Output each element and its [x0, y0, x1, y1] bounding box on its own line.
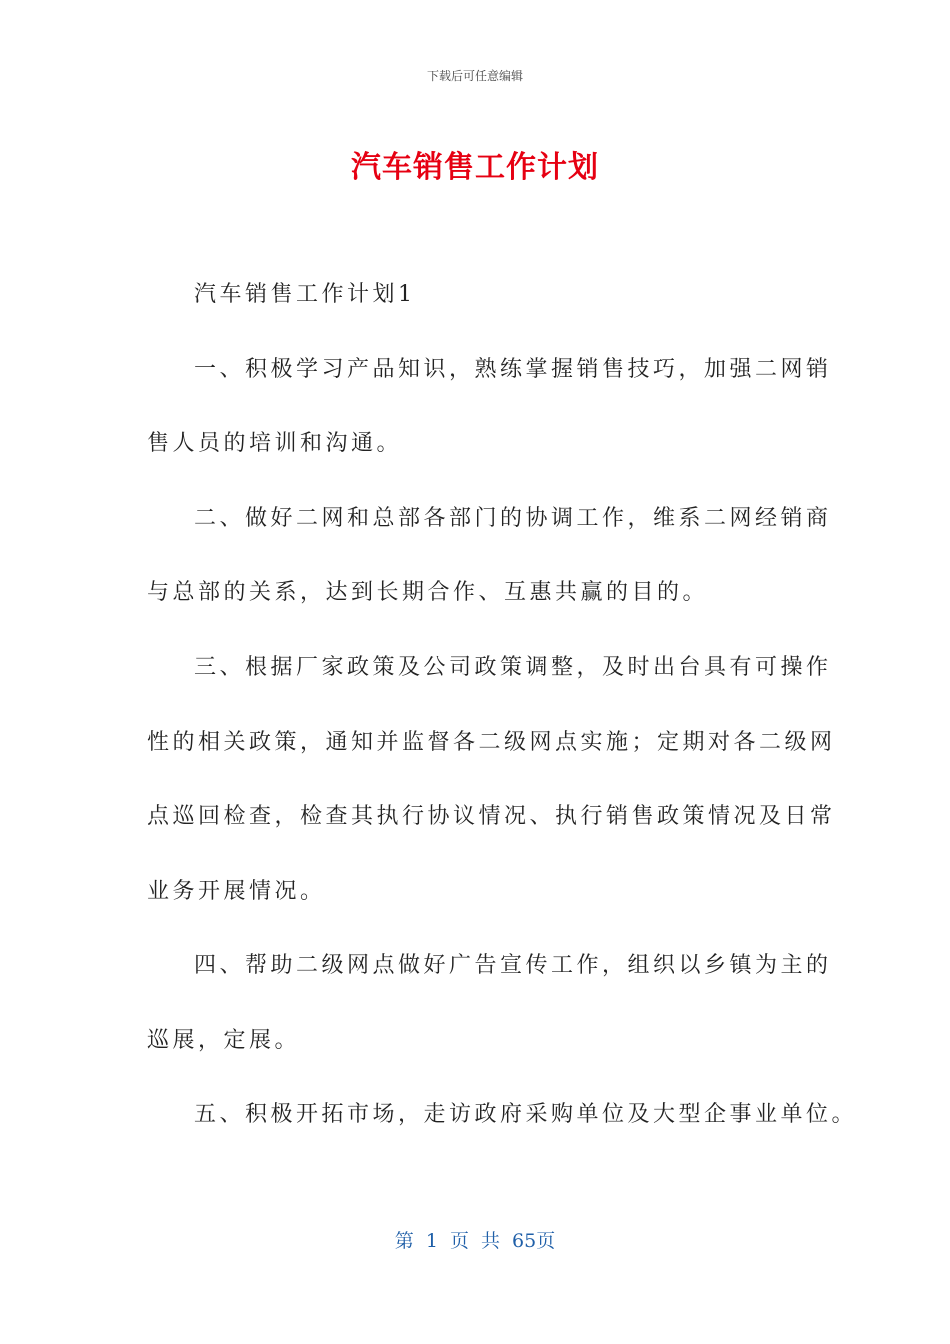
paragraph-line: 售人员的培训和沟通。 — [147, 431, 403, 456]
paragraph-line: 巡展，定展。 — [147, 1028, 301, 1053]
paragraph-line: 一、积极学习产品知识，熟练掌握销售技巧，加强二网销 — [194, 357, 832, 382]
paragraph-line: 四、帮助二级网点做好广告宣传工作，组织以乡镇为主的 — [194, 953, 832, 978]
page-number: 第 1 页 共 65页 — [394, 1230, 556, 1252]
paragraph-line: 点巡回检查，检查其执行协议情况、执行销售政策情况及日常 — [147, 804, 836, 829]
paragraph-line: 二、做好二网和总部各部门的协调工作，维系二网经销商 — [194, 506, 832, 531]
paragraph-line: 五、积极开拓市场，走访政府采购单位及大型企事业单位。 — [194, 1102, 858, 1127]
document-title: 汽车销售工作计划 — [351, 150, 599, 185]
section-heading: 汽车销售工作计划1 — [194, 282, 416, 307]
paragraph-line: 三、根据厂家政策及公司政策调整，及时出台具有可操作 — [194, 655, 832, 680]
paragraph-line: 与总部的关系，达到长期合作、互惠共赢的目的。 — [147, 580, 709, 605]
paragraph-line: 性的相关政策，通知并监督各二级网点实施；定期对各二级网 — [147, 730, 836, 755]
paragraph-line: 业务开展情况。 — [147, 879, 326, 904]
header-note: 下载后可任意编辑 — [426, 69, 523, 83]
